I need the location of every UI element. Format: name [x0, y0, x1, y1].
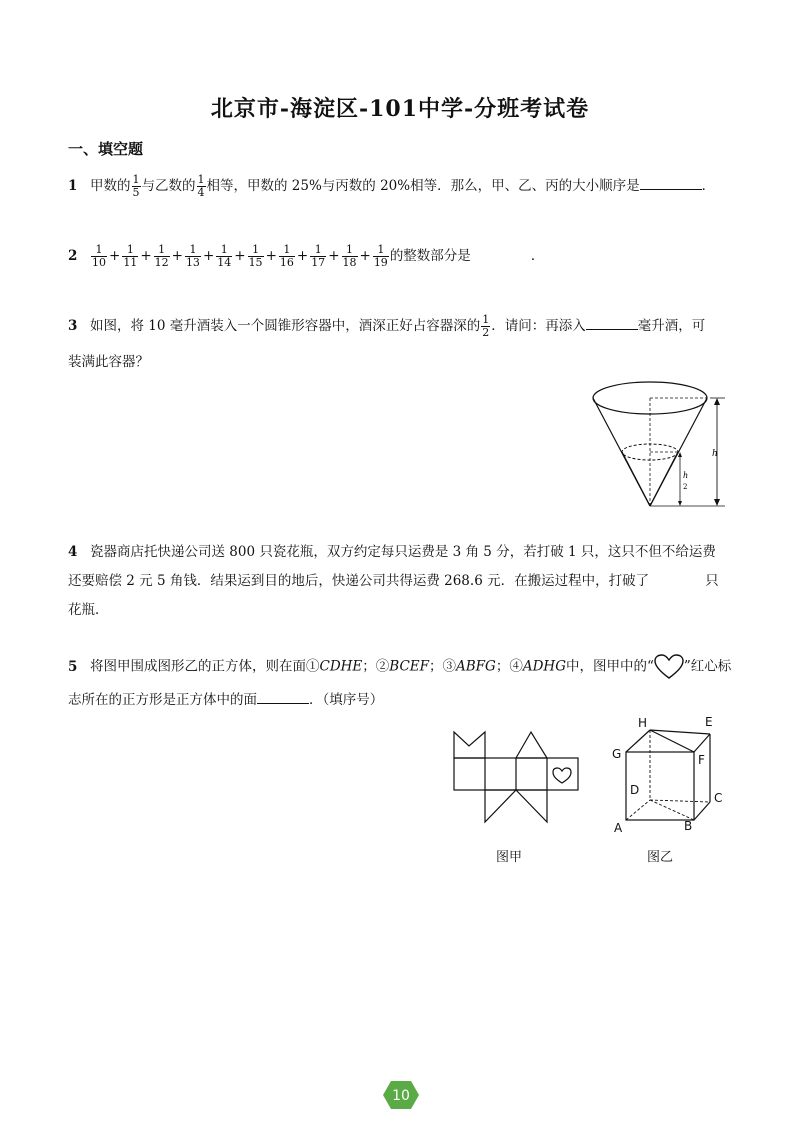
- plus-sign: +: [202, 248, 215, 264]
- q2-text-a: 的整数部分是: [389, 248, 471, 264]
- net-bottom-right-face: [516, 790, 547, 822]
- fraction-term: $\frac{1}{13}$: [185, 243, 200, 269]
- h-label: h: [712, 449, 718, 459]
- vertex-C: C: [714, 791, 723, 805]
- vertex-G: G: [612, 747, 622, 761]
- answer-blank[interactable]: [640, 175, 702, 190]
- net-bottom-left-face: [485, 790, 516, 822]
- vertex-E: E: [705, 715, 713, 729]
- vertex-D: D: [630, 783, 640, 797]
- q4-line-3: 花瓶．: [68, 602, 109, 618]
- vertex-B: B: [684, 819, 693, 833]
- plus-sign: +: [109, 248, 121, 264]
- answer-blank[interactable]: [257, 689, 309, 704]
- question-number: 2: [68, 248, 78, 264]
- plus-sign: +: [328, 248, 340, 264]
- fraction-term: $\frac{1}{12}$: [154, 243, 169, 269]
- vertex-F: F: [698, 753, 705, 767]
- half-arrow-down: [678, 501, 682, 506]
- vertex-A: A: [614, 821, 623, 835]
- fraction-1-4: $\frac{1}{4}$: [197, 173, 205, 199]
- q1-text-c: 相等，甲数的 25%与丙数的 20%相等．那么，甲、乙、丙的大小顺序是: [206, 178, 640, 194]
- heart-icon: [654, 654, 684, 680]
- q1-text-d: ．: [701, 178, 716, 194]
- question-number: 4: [68, 544, 78, 560]
- question-5: 5 将图甲围成图形乙的正方体，则在面①CDHE；②BCEF；③ABFG；④ADHG中，图甲中的“ ”红心标: [68, 654, 731, 680]
- plus-sign: +: [171, 248, 183, 264]
- face-2: BCEF: [389, 658, 430, 675]
- q1-text-b: 与乙数的: [141, 178, 196, 194]
- q5-line-2: 志所在的正方形是正方体中的面 ．（填序号）: [68, 689, 383, 710]
- plus-sign: +: [296, 248, 309, 264]
- fraction-1-5: $\frac{1}{5}$: [132, 173, 140, 199]
- cone-figure: [590, 378, 740, 518]
- question-3: [68, 314, 705, 339]
- question-number: 5: [68, 658, 78, 675]
- h-half-label: h: [683, 471, 689, 480]
- caption-figure-a: 图甲: [496, 850, 523, 865]
- q1-text-a: 甲数的: [90, 178, 131, 194]
- fraction-term: $\frac{1}{19}$: [373, 243, 388, 269]
- fraction-term: $\frac{1}{10}$: [92, 243, 106, 269]
- dim-arrow-down: [714, 499, 720, 506]
- face-3: ABFG: [456, 658, 496, 675]
- plus-sign: +: [359, 248, 371, 264]
- fraction-term: $\frac{1}{17}$: [311, 243, 326, 269]
- q3-line-2: 装满此容器？: [68, 354, 149, 370]
- answer-blank[interactable]: [586, 315, 638, 330]
- q3-text-b: ．请问：再添入: [491, 318, 586, 334]
- question-number: 1: [68, 178, 78, 194]
- net-heart-icon: [553, 768, 571, 783]
- face-4: ADHG: [522, 658, 566, 675]
- plus-sign: +: [265, 248, 277, 264]
- net-top-right-face: [516, 732, 547, 758]
- q4-line-2: 还要赔偿 2 元 5 角钱．结果运到目的地后，快递公司共得运费 268.6 元．在搬运过程中，打破了 只: [68, 573, 719, 589]
- h-half-denominator: 2: [683, 483, 688, 491]
- vertex-H: H: [638, 716, 648, 730]
- q3-text-c: 毫升酒，可: [637, 318, 706, 334]
- fraction-term: $\frac{1}{15}$: [248, 243, 263, 269]
- page-number-badge: [382, 1080, 420, 1110]
- answer-blank[interactable]: [471, 246, 531, 260]
- fraction-sum: [90, 243, 390, 269]
- face-1: CDHE: [319, 658, 363, 675]
- q2-text-b: ．: [530, 248, 545, 264]
- fraction-term: $\frac{1}{14}$: [217, 243, 232, 269]
- plus-sign: +: [140, 248, 152, 264]
- answer-blank[interactable]: [649, 571, 705, 585]
- question-2: [68, 244, 544, 269]
- question-1: [68, 174, 715, 199]
- caption-figure-b: 图乙: [647, 850, 674, 865]
- page-number: 10: [392, 1088, 410, 1104]
- fraction-term: $\frac{1}{18}$: [342, 243, 357, 269]
- dim-arrow-up: [714, 398, 720, 405]
- section-heading: 一、填空题: [68, 140, 144, 158]
- fraction-term: $\frac{1}{16}$: [279, 243, 294, 269]
- fraction-term: $\frac{1}{11}$: [123, 243, 138, 269]
- question-4: [68, 542, 716, 562]
- plus-sign: +: [234, 248, 246, 264]
- fraction-1-2: $\frac{1}{2}$: [482, 313, 490, 339]
- cube-net-figure: [450, 728, 582, 824]
- cube-figure: [604, 712, 734, 836]
- page-title: 北京市-海淀区-101中学-分班考试卷: [210, 96, 590, 122]
- q4-line-1: 瓷器商店托快递公司送 800 只瓷花瓶，双方约定每只运费是 3 角 5 分，若打破 1 只，这只不但不给运费: [90, 544, 716, 560]
- question-number: 3: [68, 318, 78, 334]
- liquid-left: [622, 452, 650, 506]
- net-top-left-face: [454, 732, 485, 758]
- q3-text-a: 如图，将 10 毫升酒装入一个圆锥形容器中，酒深正好占容器深的: [90, 318, 481, 334]
